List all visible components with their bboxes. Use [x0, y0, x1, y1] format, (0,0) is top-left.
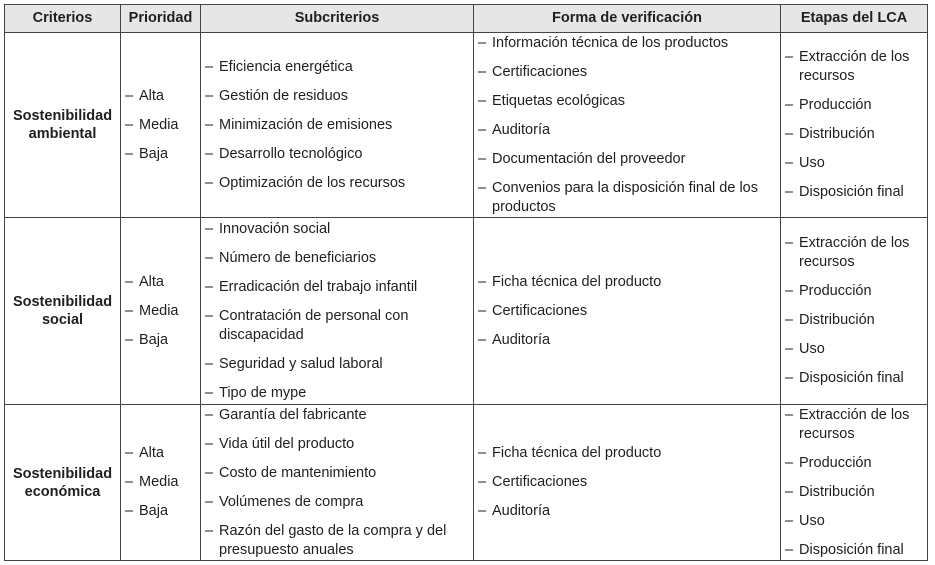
etapa-item: – Distribución	[781, 311, 927, 330]
subcriterio-item: – Vida útil del producto	[201, 435, 473, 454]
criterio-line: social	[41, 312, 84, 328]
header-etapas-lca: Etapas del LCA	[781, 5, 928, 33]
etapa-item: – Uso	[781, 154, 927, 173]
subcriterio-item: – Minimización de emisiones	[201, 116, 473, 135]
subcriterios-cell	[201, 218, 474, 405]
prioridad-item: – Baja	[121, 331, 200, 350]
verificacion-item: – Certificaciones	[474, 63, 780, 82]
subcriterio-item: – Garantía del fabricante	[201, 406, 473, 425]
criterio-line: Sostenibilidad	[12, 465, 113, 482]
criterio-line: ambiental	[28, 126, 97, 142]
prioridad-item: – Baja	[121, 145, 200, 164]
criterio-line: económica	[24, 483, 101, 500]
table-row-ambiental	[5, 33, 928, 218]
etapa-item: – Extracción de los recursos	[781, 48, 927, 86]
etapa-item: – Disposición final	[781, 183, 927, 202]
etapa-item: – Distribución	[781, 125, 927, 144]
table-row-social	[5, 218, 928, 405]
verificacion-cell	[474, 33, 781, 218]
verificacion-item: – Documentación del proveedor	[474, 150, 780, 169]
verificacion-item: – Etiquetas ecológicas	[474, 92, 780, 111]
header-criterios: Criterios	[5, 5, 121, 33]
prioridad-item: – Alta	[121, 444, 200, 463]
prioridad-item: – Alta	[121, 273, 200, 292]
verificacion-item: – Convenios para la disposición final de los productos	[474, 179, 780, 217]
subcriterio-item: – Gestión de residuos	[201, 87, 473, 106]
verificacion-item: – Ficha técnica del producto	[474, 444, 780, 463]
subcriterios-cell	[201, 33, 474, 218]
prioridad-item: – Media	[121, 116, 200, 135]
prioridad-cell	[121, 405, 201, 561]
etapas-cell	[781, 218, 928, 405]
etapa-item: – Uso	[781, 340, 927, 359]
criteria-table	[4, 4, 928, 561]
subcriterio-item: – Eficiencia energética	[201, 58, 473, 77]
subcriterio-item: – Erradicación del trabajo infantil	[201, 278, 473, 297]
prioridad-item: – Alta	[121, 87, 200, 106]
etapa-item: – Uso	[781, 512, 927, 531]
verificacion-item: – Información técnica de los productos	[474, 34, 780, 53]
criterio-cell	[5, 405, 121, 561]
subcriterio-item: – Desarrollo tecnológico	[201, 145, 473, 164]
etapa-item: – Extracción de los recursos	[781, 406, 927, 444]
verificacion-item: – Auditoría	[474, 502, 780, 521]
header-row	[5, 5, 928, 33]
etapa-item: – Producción	[781, 282, 927, 301]
prioridad-item: – Baja	[121, 502, 200, 521]
criteria-table-container	[4, 4, 927, 561]
etapa-item: – Disposición final	[781, 369, 927, 388]
prioridad-cell	[121, 218, 201, 405]
subcriterios-cell	[201, 405, 474, 561]
subcriterio-item: – Optimización de los recursos	[201, 174, 473, 193]
etapas-cell	[781, 33, 928, 218]
subcriterio-item: – Costo de mantenimiento	[201, 464, 473, 483]
criterio-cell	[5, 218, 121, 405]
verificacion-item: – Certificaciones	[474, 302, 780, 321]
verificacion-item: – Ficha técnica del producto	[474, 273, 780, 292]
prioridad-item: – Media	[121, 473, 200, 492]
criterio-line: Sostenibilidad	[12, 108, 113, 124]
etapa-item: – Producción	[781, 454, 927, 473]
subcriterio-item: – Volúmenes de compra	[201, 493, 473, 512]
verificacion-item: – Certificaciones	[474, 473, 780, 492]
etapa-item: – Disposición final	[781, 541, 927, 560]
header-subcriterios: Subcriterios	[201, 5, 474, 33]
subcriterio-item: – Contratación de personal con discapacidad	[201, 307, 473, 345]
subcriterio-item: – Innovación social	[201, 220, 473, 239]
header-forma-verificacion: Forma de verificación	[474, 5, 781, 33]
etapa-item: – Producción	[781, 96, 927, 115]
verificacion-cell	[474, 218, 781, 405]
etapas-cell	[781, 405, 928, 561]
verificacion-cell	[474, 405, 781, 561]
subcriterio-item: – Número de beneficiarios	[201, 249, 473, 268]
criterio-cell	[5, 33, 121, 218]
etapa-item: – Extracción de los recursos	[781, 234, 927, 272]
subcriterio-item: – Razón del gasto de la compra y del presupuesto anuales	[201, 522, 473, 560]
verificacion-item: – Auditoría	[474, 331, 780, 350]
subcriterio-item: – Seguridad y salud laboral	[201, 355, 473, 374]
table-row-economica	[5, 405, 928, 561]
prioridad-item: – Media	[121, 302, 200, 321]
criterio-line: Sostenibilidad	[12, 294, 113, 310]
header-prioridad: Prioridad	[121, 5, 201, 33]
subcriterio-item: – Tipo de mype	[201, 384, 473, 403]
prioridad-cell	[121, 33, 201, 218]
etapa-item: – Distribución	[781, 483, 927, 502]
verificacion-item: – Auditoría	[474, 121, 780, 140]
